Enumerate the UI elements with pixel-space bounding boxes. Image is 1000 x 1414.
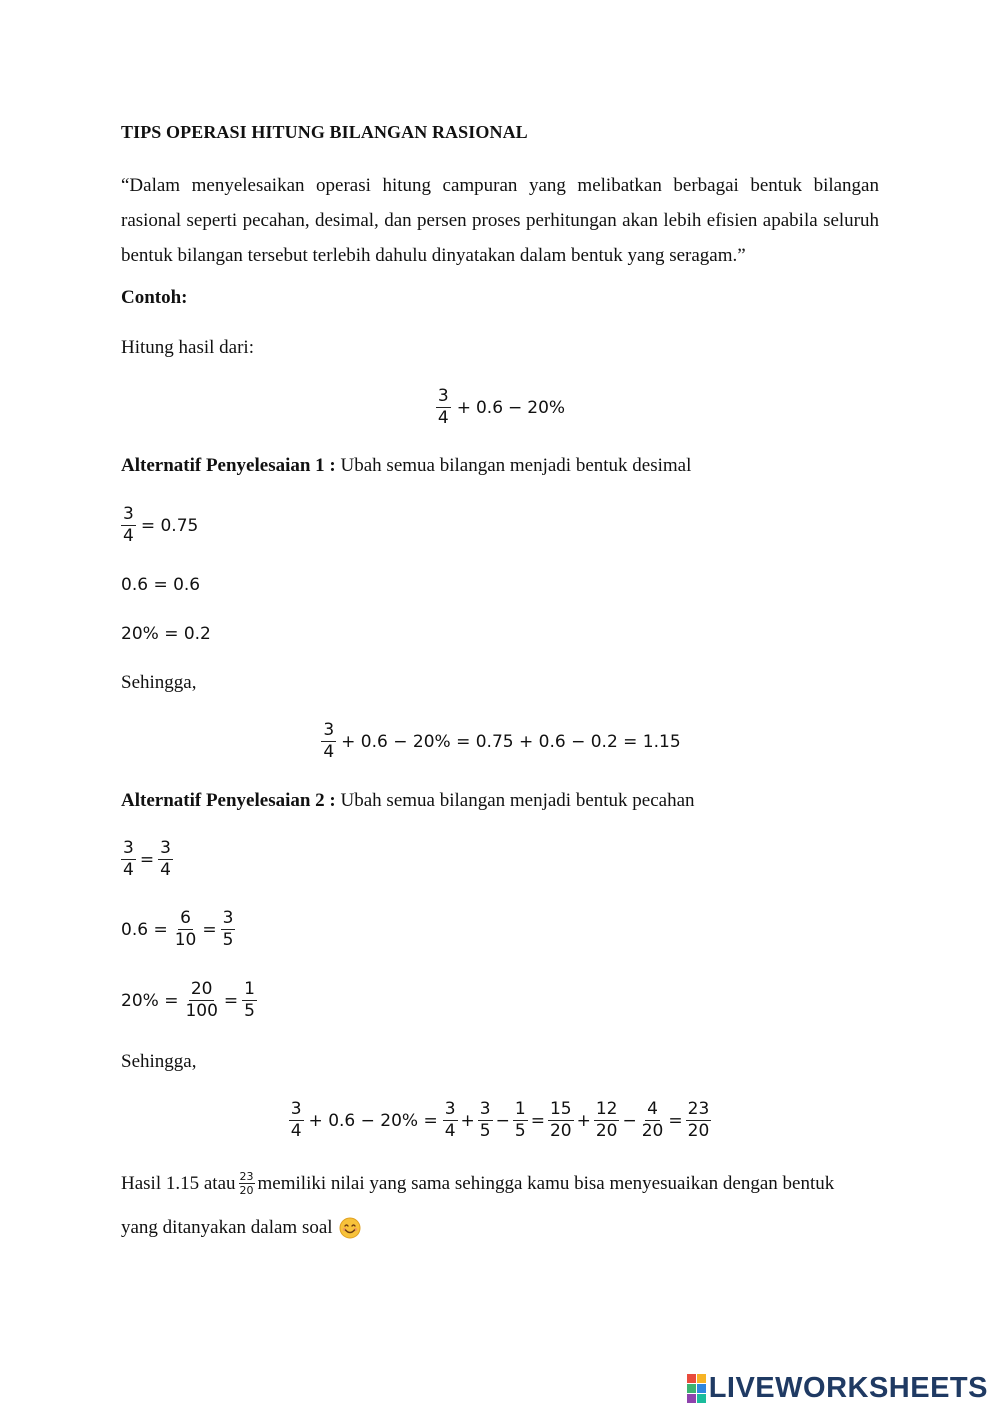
alt1-heading: Alternatif Penyelesaian 1 : Ubah semua bilangan menjadi bentuk desimal xyxy=(121,455,692,476)
alt2-sehingga: Sehingga, xyxy=(121,1051,197,1072)
inline-fraction: 23 20 xyxy=(239,1170,254,1197)
alt1-line1: $\frac{3}{4}$ = 0.75 xyxy=(123,504,199,546)
problem-expression: $\frac{3}{4}$ + 0.6 − 20% xyxy=(437,386,566,428)
logo-mark-icon xyxy=(687,1374,706,1403)
alt1-result: $\frac{3}{4}$ + 0.6 − 20% = 0.75 + 0.6 − 0.2 = 1.15 xyxy=(323,720,681,762)
instruction-text: Hitung hasil dari: xyxy=(121,337,254,358)
alt2-line1: $\frac{3}{4}$ = $\frac{3}{4}$ xyxy=(123,838,171,880)
intro-quote: “Dalam menyelesaikan operasi hitung campuran yang melibatkan berbagai bentuk bilangan rasional seperti pecahan, desimal, dan persen proses perhitungan akan lebih efisien apabila seluruh bentuk bilangan tersebut terlebih dahulu dinyatakan dalam bentuk yang seragam.” xyxy=(121,175,879,266)
smiley-icon xyxy=(339,1217,361,1239)
fraction: $\frac{3}{4}$ xyxy=(437,386,449,428)
alt2-line3: 20% = $\frac{20}{100}$ = $\frac{1}{5}$ xyxy=(121,979,255,1021)
conclusion-line2: yang ditanyakan dalam soal xyxy=(121,1217,361,1239)
page-title: TIPS OPERASI HITUNG BILANGAN RASIONAL xyxy=(121,122,528,142)
liveworksheets-logo xyxy=(687,1372,988,1405)
alt1-sehingga: Sehingga, xyxy=(121,672,197,693)
logo-text: LIVEWORKSHEETS xyxy=(708,1372,988,1404)
alt1-line3: 20% = 0.2 xyxy=(121,624,211,644)
conclusion-line1: Hasil 1.15 atau 23 20 memiliki nilai yang sama sehingga kamu bisa menyesuaikan dengan bentuk xyxy=(121,1170,835,1197)
alt2-result: $\frac{3}{4}$ + 0.6 − 20% = $\frac{3}{4}$ + $\frac{3}{5}$ − $\frac{1}{5}$ = $\frac{15}{20}$ + $\frac{12}{20}$ − $\frac{4}{20}$ = $\frac{23}{20}$ xyxy=(290,1099,710,1141)
alt1-line2: 0.6 = 0.6 xyxy=(121,575,201,595)
alt2-line2: 0.6 = $\frac{6}{10}$ = $\frac{3}{5}$ xyxy=(121,908,234,950)
alt2-heading: Alternatif Penyelesaian 2 : Ubah semua bilangan menjadi bentuk pecahan xyxy=(121,790,695,811)
example-label: Contoh: xyxy=(121,287,188,308)
